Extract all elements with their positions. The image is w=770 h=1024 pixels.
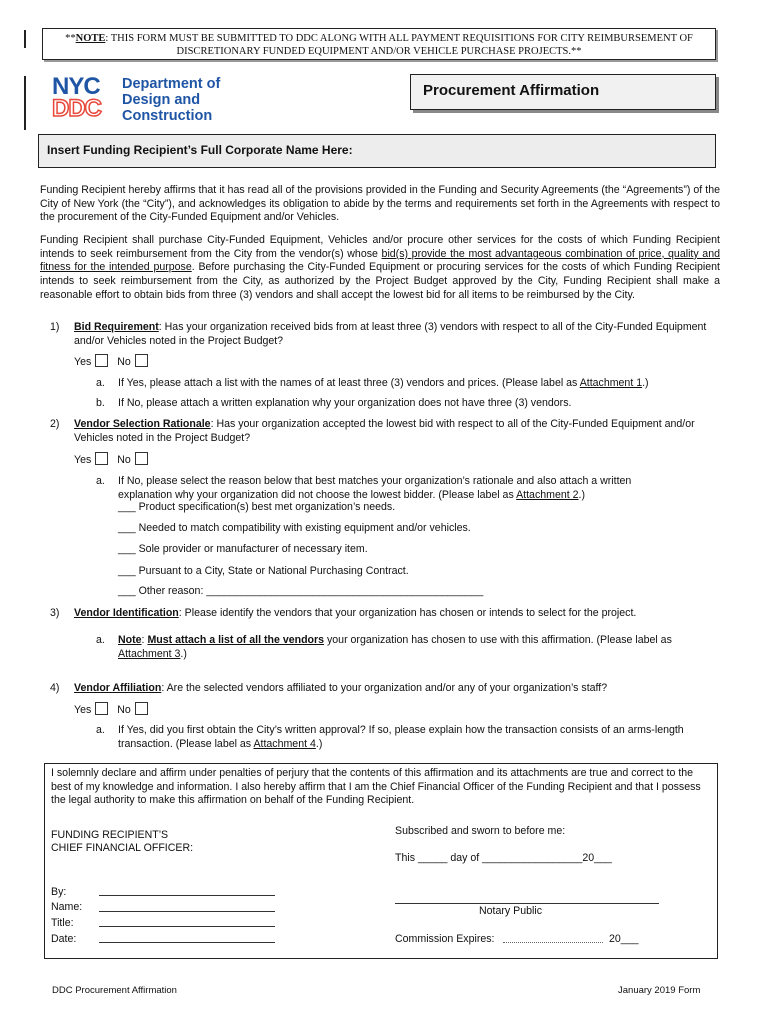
q3-text: : Please identify the vendors that your organization has chosen or intends to select for the project. — [178, 607, 637, 619]
q3-a-end: .) — [180, 647, 187, 660]
paragraph-affirmation: Funding Recipient hereby affirms that it has read all of the provisions provided in the Funding and Security Agreements (the “Agreements”) of the City of New York (the “City”), and acknowledges its obligation to abide by the terms and requirements set forth in the Agreements with respect to the procurement of the City-Funded Equipment and/or Vehicles. — [40, 184, 720, 224]
q1-yes-label: Yes — [74, 356, 92, 368]
q4-text: : Are the selected vendors affiliated to your organization and/or any of your organization’s staff? — [161, 682, 608, 694]
q1-no-checkbox[interactable] — [135, 354, 148, 367]
footer-left: DDC Procurement Affirmation — [52, 985, 177, 996]
q1-a-end: .) — [642, 377, 649, 389]
q1-b-label: b. — [96, 397, 105, 409]
paragraph-purchase-b: . Before purchasing the City-Funded Equipment or procuring services for the costs of which Funding Recipient intends to seek reimbursement from the City, as authorized by the Project Budget approved by the City, Funding Recipient shall make a reasonable effort to obtain bids from three (3) vendors and shall accept the lowest bid for all items to be reimbursed by the City. — [40, 261, 720, 301]
q3-a-body: your organization has chosen to use with this affirmation. (Please label as — [324, 634, 672, 646]
paragraph-purchase-underlined: bid(s) provide the most advantageous combination of price, quality and fitness for the intended purpose — [40, 247, 720, 274]
recipient-name-label: Insert Funding Recipient’s Full Corporate Name Here: — [47, 143, 353, 157]
title-field[interactable] — [99, 915, 275, 927]
q2-a-label: a. — [96, 475, 105, 487]
recipient-name-field[interactable] — [38, 134, 716, 168]
q1-question — [74, 321, 714, 348]
q4-no-label: No — [117, 704, 131, 716]
q3-note-label: Note — [118, 634, 142, 646]
q4-a-body: If Yes, did you first obtain the City’s written approval? If so, please explain how the transaction consists of an arms-length transaction. (Please label as — [118, 724, 684, 750]
form-title: Procurement Affirmation — [410, 74, 716, 110]
title-label: Title: — [51, 917, 74, 929]
q1-attachment-ref: Attachment 1 — [579, 377, 643, 389]
q1-number: 1) — [50, 321, 60, 333]
declaration-text: I solemnly declare and affirm under penalties of perjury that the contents of this affirmation and its attachments are true and correct to the best of my knowledge and information. I also hereby affirm that I am the Chief Financial Officer of the Funding Recipient and that I possess the legal authority to make this affirmation on behalf of the Funding Recipient. — [51, 767, 701, 806]
q4-yes-checkbox[interactable] — [95, 702, 108, 715]
commission-year: 20___ — [609, 933, 639, 945]
date-label: Date: — [51, 933, 77, 945]
name-label: Name: — [51, 901, 83, 913]
q3-a-text — [118, 634, 708, 661]
q2-yes-label: Yes — [74, 454, 92, 466]
margin-bar-logo — [24, 76, 26, 130]
q1-no-label: No — [117, 356, 131, 368]
q1-a-body: If Yes, please attach a list with the names of at least three (3) vendors and prices. (Please label as — [118, 377, 580, 389]
q1-yes-checkbox[interactable] — [95, 354, 108, 367]
q2-option[interactable]: ___ Pursuant to a City, State or National Purchasing Contract. — [118, 565, 409, 577]
q2-yes-no — [74, 452, 154, 468]
commission-field[interactable] — [503, 931, 603, 943]
by-label: By: — [51, 886, 67, 898]
q3-note-colon: : — [141, 634, 148, 646]
q4-attachment-ref: Attachment 4 — [253, 737, 316, 750]
logo-ddc: DDC — [52, 95, 101, 122]
q2-yes-checkbox[interactable] — [95, 452, 108, 465]
q2-option[interactable]: ___ Other reason: _______________________________________________ — [118, 585, 484, 597]
q2-question — [74, 418, 714, 445]
name-field[interactable] — [99, 900, 275, 912]
q1-a-text — [118, 377, 718, 391]
q4-yes-no — [74, 702, 154, 718]
note-text: : THIS FORM MUST BE SUBMITTED TO DDC ALONG WITH ALL PAYMENT REQUISITIONS FOR CITY REIMBURSEMENT OF DISCRETIONARY FUNDED EQUIPMENT AND/OR VEHICLE PURCHASE PROJECTS.** — [105, 33, 693, 57]
logo-line3: Construction — [122, 108, 213, 124]
footer-right: January 2019 Form — [618, 985, 701, 996]
cfo-label-line1: FUNDING RECIPIENT’S — [51, 829, 169, 841]
q4-number: 4) — [50, 682, 60, 694]
q4-question — [74, 682, 714, 696]
q2-a-body: If No, please select the reason below that best matches your organization’s rationale and also attach a written explanation why your organization did not choose the lowest bidder. (Please label as — [118, 475, 632, 501]
q3-a-label: a. — [96, 634, 105, 646]
q4-yes-label: Yes — [74, 704, 92, 716]
q4-heading: Vendor Affiliation — [74, 682, 162, 694]
q1-heading: Bid Requirement — [74, 321, 159, 333]
note-prefix: ** — [65, 33, 76, 44]
q1-b-text: If No, please attach a written explanation why your organization does not have three (3) vendors. — [118, 397, 572, 409]
q4-a-label: a. — [96, 724, 105, 736]
q4-no-checkbox[interactable] — [135, 702, 148, 715]
q1-yes-no — [74, 354, 154, 370]
q2-a-end: .) — [578, 488, 586, 501]
paragraph-purchase — [40, 234, 720, 303]
q3-must-attach: Must attach a list of all the vendors — [147, 634, 325, 646]
by-signature-field[interactable] — [99, 884, 275, 896]
margin-bar-top — [24, 30, 26, 48]
sworn-label: Subscribed and sworn to before me: — [395, 825, 566, 837]
note-label: NOTE — [75, 33, 106, 44]
notary-label: Notary Public — [479, 905, 542, 917]
note-box — [42, 28, 716, 60]
date-field[interactable] — [99, 931, 275, 943]
logo-line2: Design and — [122, 92, 201, 108]
q2-text: : Has your organization accepted the lowest bid with respect to all of the City-Funded Equipment and/or Vehicles noted in the Project Budget? — [74, 418, 695, 444]
q2-heading: Vendor Selection Rationale — [74, 418, 211, 430]
q2-no-label: No — [117, 454, 131, 466]
q2-option[interactable]: ___ Needed to match compatibility with existing equipment and/or vehicles. — [118, 522, 471, 534]
ddc-logo — [52, 73, 252, 124]
q3-attachment-ref: Attachment 3 — [118, 647, 181, 660]
q2-no-checkbox[interactable] — [135, 452, 148, 465]
commission-label: Commission Expires: — [395, 933, 495, 945]
q1-a-label: a. — [96, 377, 105, 389]
q3-question — [74, 607, 714, 621]
q4-a-end: .) — [315, 737, 323, 750]
cfo-label-line2: CHIEF FINANCIAL OFFICER: — [51, 842, 194, 854]
sworn-date-line[interactable]: This _____ day of _________________20___ — [395, 852, 612, 864]
logo-nyc: NYC — [52, 73, 100, 100]
q2-a-text — [118, 475, 678, 502]
q2-option[interactable]: ___ Product specification(s) best met organization’s needs. — [118, 501, 396, 513]
logo-line1: Department of — [122, 76, 221, 92]
q2-option[interactable]: ___ Sole provider or manufacturer of necessary item. — [118, 543, 368, 555]
q2-number: 2) — [50, 418, 60, 430]
q3-heading: Vendor Identification — [74, 607, 179, 619]
declaration-box — [44, 763, 718, 959]
paragraph-purchase-a: Funding Recipient shall purchase City-Funded Equipment, Vehicles and/or procure other services for the costs of which Funding Recipient intends to seek reimbursement from the City from the vendor(s) whose — [40, 234, 720, 260]
q1-text: : Has your organization received bids from at least three (3) vendors with respect to all of the City-Funded Equipment and/or Vehicles noted in the Project Budget? — [74, 321, 707, 347]
q2-attachment-ref: Attachment 2 — [516, 488, 579, 501]
q4-a-text — [118, 724, 703, 751]
q3-number: 3) — [50, 607, 60, 619]
notary-signature-field[interactable] — [395, 892, 659, 904]
